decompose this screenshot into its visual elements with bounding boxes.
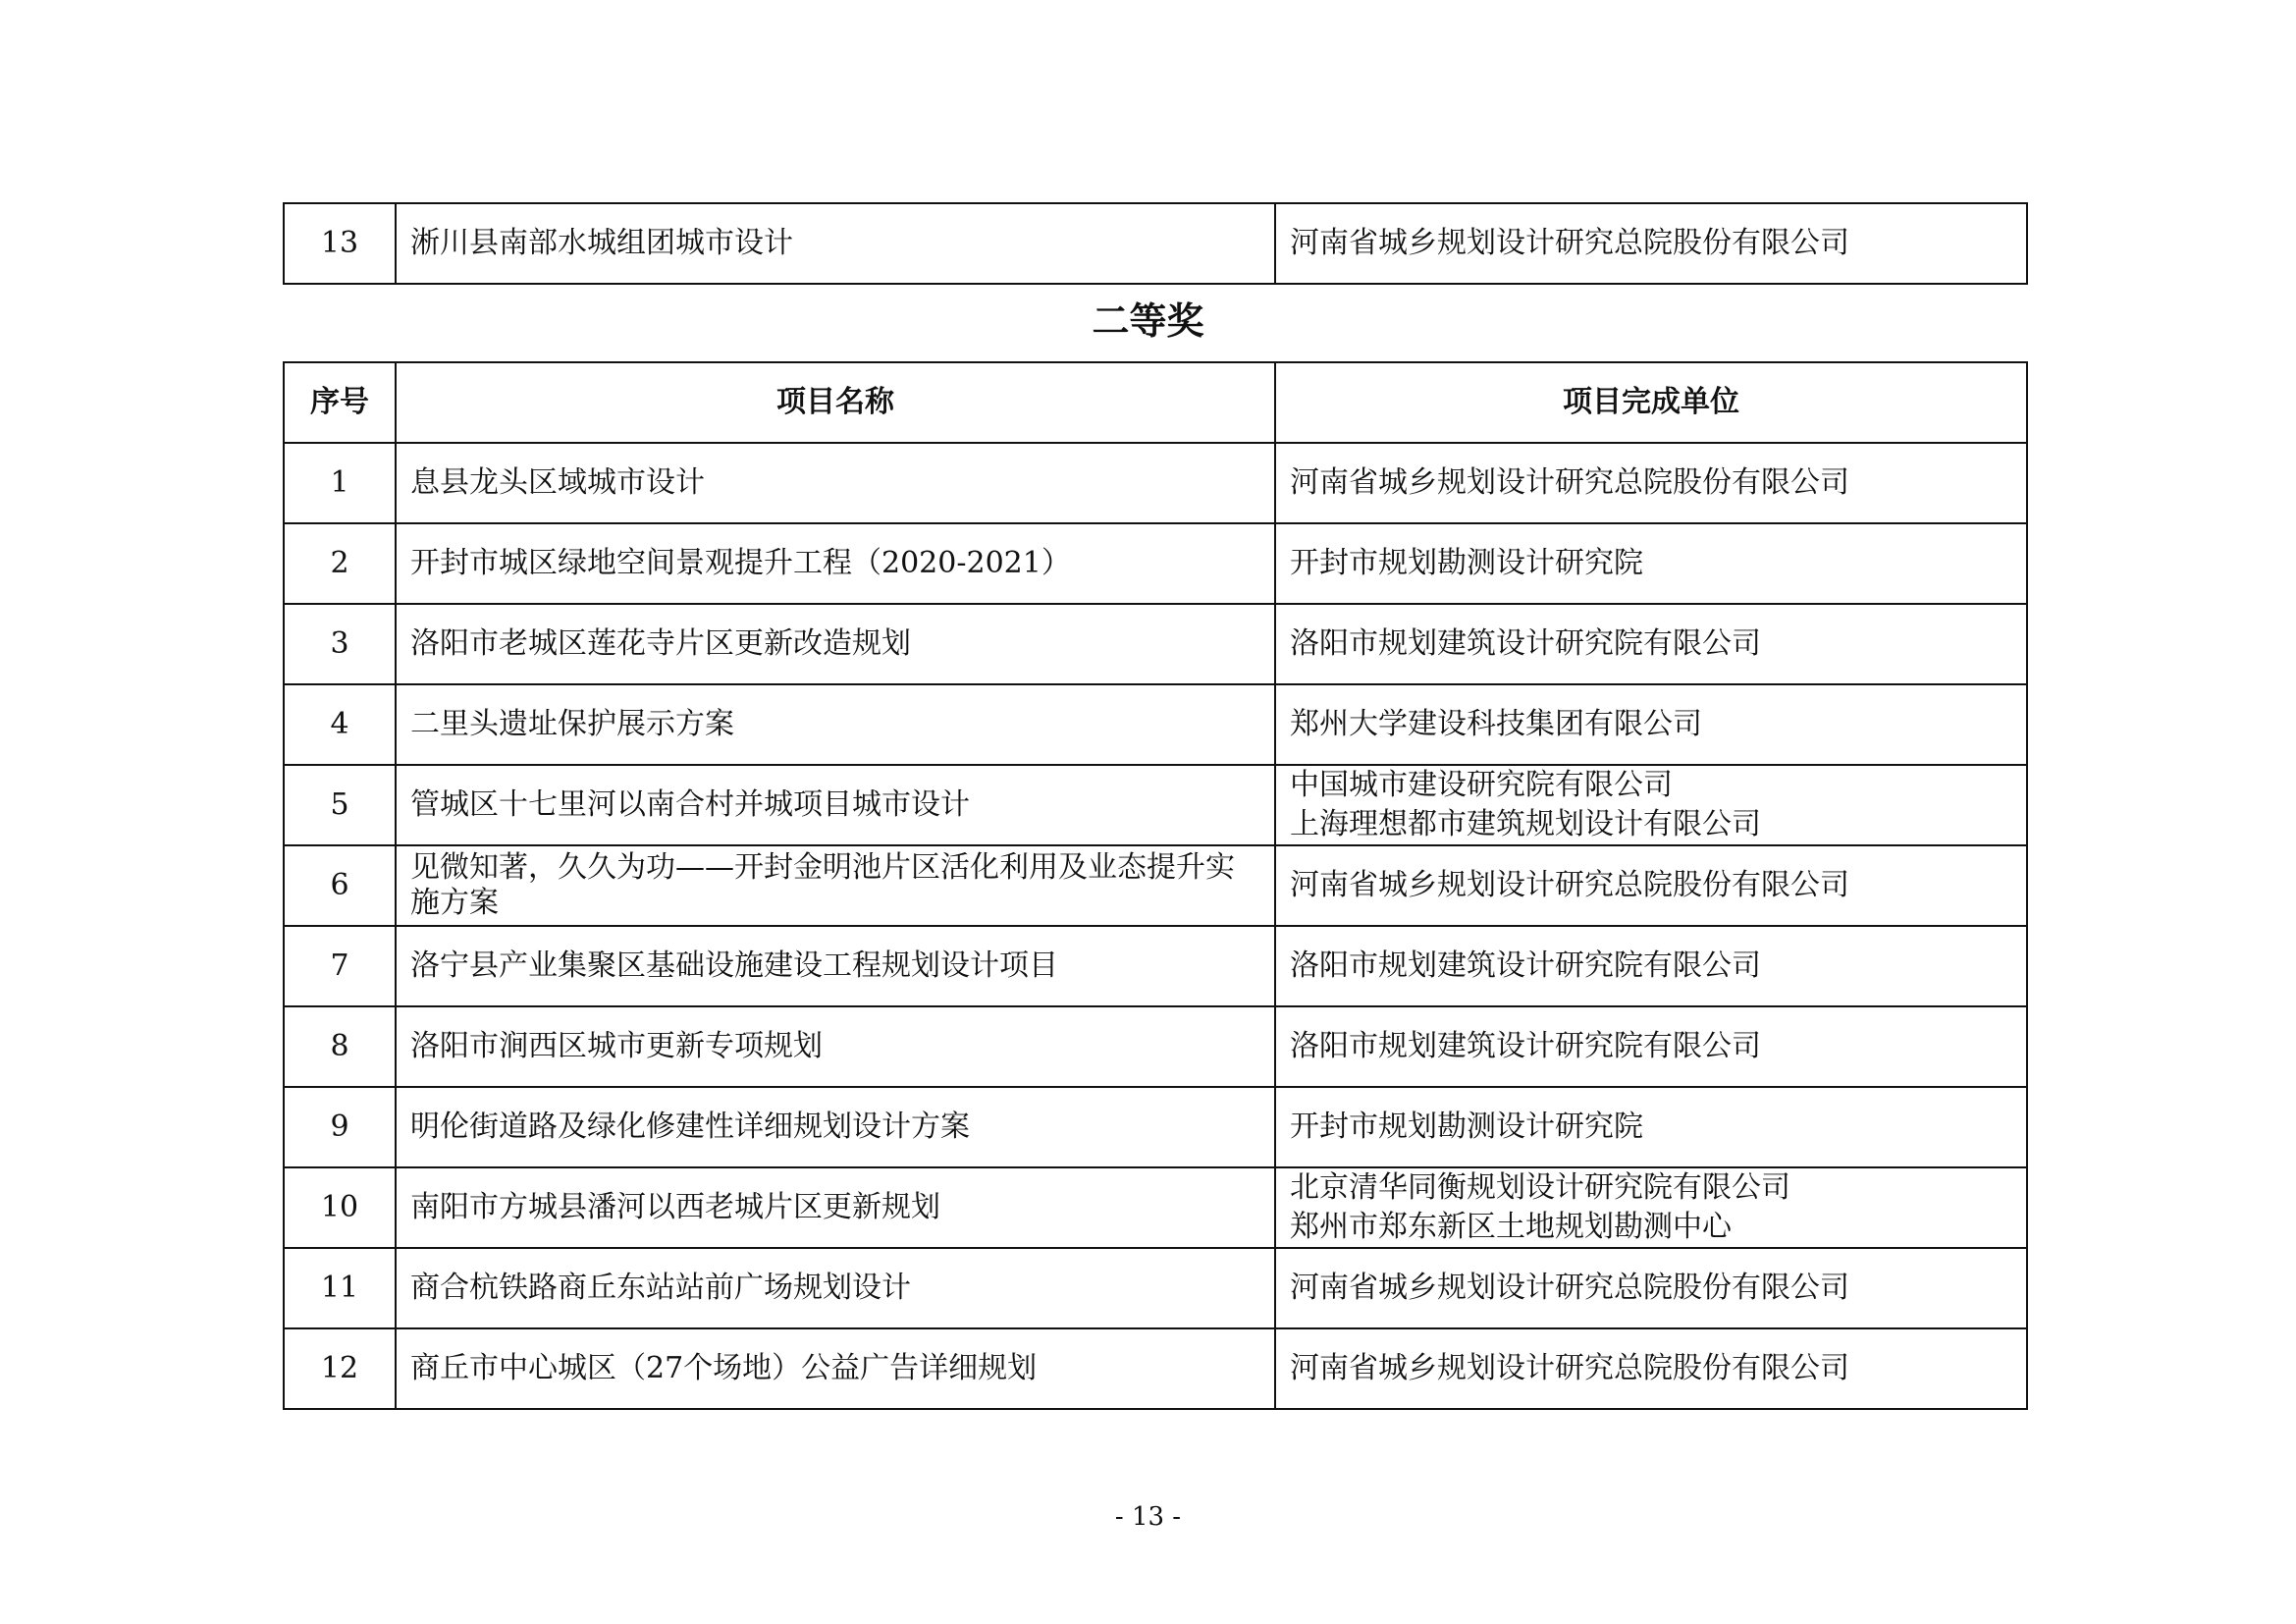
table-row (284, 604, 2027, 684)
project-unit-line: 上海理想都市建筑规划设计有限公司 (1290, 807, 1761, 841)
row-number: 11 (284, 1248, 396, 1328)
row-number: 10 (284, 1167, 396, 1248)
section-title: 二等奖 (1092, 299, 1204, 343)
row-number: 5 (284, 765, 396, 845)
project-name: 洛宁县产业集聚区基础设施建设工程规划设计项目 (396, 926, 1275, 1006)
project-unit (1275, 1167, 2027, 1248)
project-name: 息县龙头区域城市设计 (396, 443, 1275, 523)
table-row (284, 845, 2027, 926)
table-row (284, 443, 2027, 523)
project-name: 管城区十七里河以南合村并城项目城市设计 (396, 765, 1275, 845)
row-number: 8 (284, 1006, 396, 1087)
project-name: 洛阳市涧西区城市更新专项规划 (396, 1006, 1275, 1087)
project-name: 二里头遗址保护展示方案 (396, 684, 1275, 765)
project-unit: 洛阳市规划建筑设计研究院有限公司 (1275, 1006, 2027, 1087)
project-unit: 洛阳市规划建筑设计研究院有限公司 (1275, 926, 2027, 1006)
header-number: 序号 (284, 362, 396, 443)
table-row (284, 1006, 2027, 1087)
table-row (284, 1248, 2027, 1328)
project-unit-line: 北京清华同衡规划设计研究院有限公司 (1290, 1170, 1790, 1205)
page-number: - 13 - (1114, 1502, 1182, 1532)
header-project-unit: 项目完成单位 (1275, 362, 2027, 443)
row-number: 2 (284, 523, 396, 604)
project-name: 洛阳市老城区莲花寺片区更新改造规划 (396, 604, 1275, 684)
table-row (284, 1328, 2027, 1409)
first-prize-table-continued (283, 202, 2028, 285)
row-number: 3 (284, 604, 396, 684)
project-unit: 河南省城乡规划设计研究总院股份有限公司 (1275, 1328, 2027, 1409)
project-unit-line: 郑州市郑东新区土地规划勘测中心 (1290, 1210, 1732, 1244)
row-number: 1 (284, 443, 396, 523)
project-unit: 河南省城乡规划设计研究总院股份有限公司 (1275, 443, 2027, 523)
table-row (284, 684, 2027, 765)
project-name: 开封市城区绿地空间景观提升工程（2020-2021） (396, 523, 1275, 604)
table-row (284, 1167, 2027, 1248)
row-number: 6 (284, 845, 396, 926)
project-unit: 河南省城乡规划设计研究总院股份有限公司 (1275, 203, 2027, 284)
header-project-name: 项目名称 (396, 362, 1275, 443)
row-number: 7 (284, 926, 396, 1006)
table-row (284, 523, 2027, 604)
table-row (284, 926, 2027, 1006)
table-row (284, 203, 2027, 284)
project-name: 南阳市方城县潘河以西老城片区更新规划 (396, 1167, 1275, 1248)
table-header-row (284, 362, 2027, 443)
row-number: 12 (284, 1328, 396, 1409)
row-number: 4 (284, 684, 396, 765)
project-unit: 郑州大学建设科技集团有限公司 (1275, 684, 2027, 765)
project-unit-line: 中国城市建设研究院有限公司 (1290, 768, 1673, 802)
project-unit: 开封市规划勘测设计研究院 (1275, 523, 2027, 604)
project-name: 明伦街道路及绿化修建性详细规划设计方案 (396, 1087, 1275, 1167)
project-unit: 洛阳市规划建筑设计研究院有限公司 (1275, 604, 2027, 684)
project-unit: 河南省城乡规划设计研究总院股份有限公司 (1275, 1248, 2027, 1328)
row-number: 9 (284, 1087, 396, 1167)
project-name: 商丘市中心城区（27个场地）公益广告详细规划 (396, 1328, 1275, 1409)
table-row (284, 1087, 2027, 1167)
row-number: 13 (284, 203, 396, 284)
project-name: 商合杭铁路商丘东站站前广场规划设计 (396, 1248, 1275, 1328)
project-name: 见微知著，久久为功——开封金明池片区活化利用及业态提升实施方案 (396, 845, 1275, 926)
second-prize-table (283, 361, 2028, 1410)
project-unit: 河南省城乡规划设计研究总院股份有限公司 (1275, 845, 2027, 926)
project-unit: 开封市规划勘测设计研究院 (1275, 1087, 2027, 1167)
project-name: 淅川县南部水城组团城市设计 (396, 203, 1275, 284)
table-row (284, 765, 2027, 845)
project-unit (1275, 765, 2027, 845)
